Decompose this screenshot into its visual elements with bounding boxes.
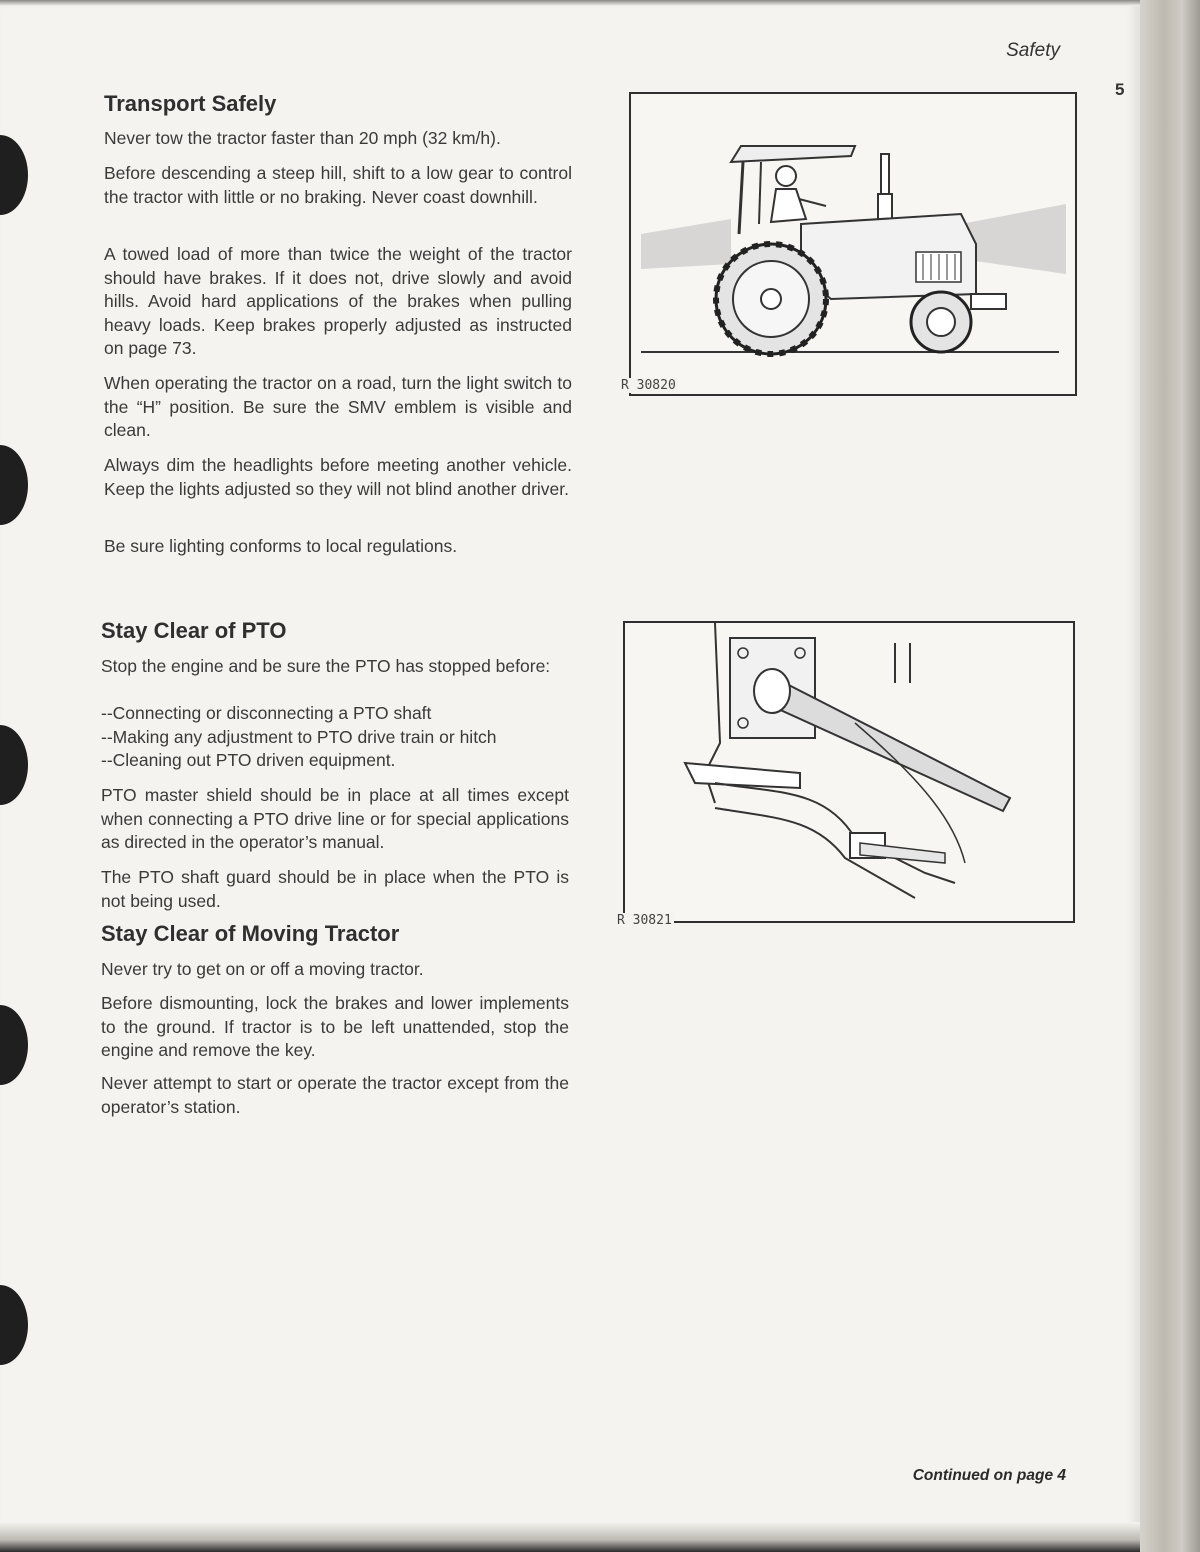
section-title-stay-clear-of-moving-tractor: Stay Clear of Moving Tractor [101, 921, 400, 946]
figure-id: R 30820 [621, 378, 676, 393]
paragraph: Never attempt to start or operate the tractor except from the operator’s station. [101, 1073, 569, 1117]
paragraph: Before descending a steep hill, shift to a low gear to control the tractor with little or no braking. Never coast downhill. [104, 163, 572, 207]
paragraph: Before dismounting, lock the brakes and lower implements to the ground. If tractor is to be left unattended, stop the engine and remove the key. [101, 993, 569, 1060]
page-number: 5 [1115, 80, 1125, 99]
paragraph: A towed load of more than twice the weight of the tractor should have brakes. If it does not, drive slowly and avoid hills. Avoid hard applications of the brakes when pulling heavy loads. Keep brakes properly adjusted as instructed on page 73. [104, 244, 572, 358]
list-item: --Connecting or disconnecting a PTO shaft [101, 703, 432, 723]
pto-list [101, 702, 569, 773]
continued-note: Continued on page 4 [912, 1467, 1066, 1484]
paragraph: PTO master shield should be in place at all times except when connecting a PTO drive line or for special applications as directed in the operator’s manual. [101, 785, 569, 852]
binder-hole [0, 1285, 28, 1365]
running-head: Safety [1006, 40, 1060, 61]
list-item: --Making any adjustment to PTO drive train or hitch [101, 726, 497, 747]
page-top-edge [0, 0, 1140, 6]
paragraph: Always dim the headlights before meeting another vehicle. Keep the lights adjusted so they will not blind another driver. [104, 455, 572, 499]
list-item: --Cleaning out PTO driven equipment. [101, 750, 396, 770]
stacked-page-edges [1140, 0, 1200, 1552]
section-title-transport-safely: Transport Safely [104, 91, 277, 116]
paragraph: Never try to get on or off a moving tractor. [101, 959, 424, 979]
binder-hole [0, 1005, 28, 1085]
section-title-stay-clear-of-pto: Stay Clear of PTO [101, 618, 287, 643]
figure-tractor-transport [629, 92, 1077, 396]
binder-hole [0, 725, 28, 805]
paragraph: Never tow the tractor faster than 20 mph (32 km/h). [104, 128, 501, 148]
binder-hole [0, 135, 28, 215]
paragraph: When operating the tractor on a road, turn the light switch to the “H” position. Be sure the SMV emblem is visible and clean. [104, 373, 572, 440]
page-bottom-edge [0, 1522, 1140, 1552]
figure-id: R 30821 [617, 913, 672, 928]
paragraph: Be sure lighting conforms to local regulations. [104, 536, 458, 556]
pto-illustration [625, 623, 1073, 921]
paragraph: The PTO shaft guard should be in place when the PTO is not being used. [101, 867, 569, 911]
binder-hole [0, 445, 28, 525]
figure-pto-shaft [623, 621, 1075, 923]
tractor-illustration [631, 94, 1075, 394]
paragraph: Stop the engine and be sure the PTO has stopped before: [101, 656, 551, 676]
